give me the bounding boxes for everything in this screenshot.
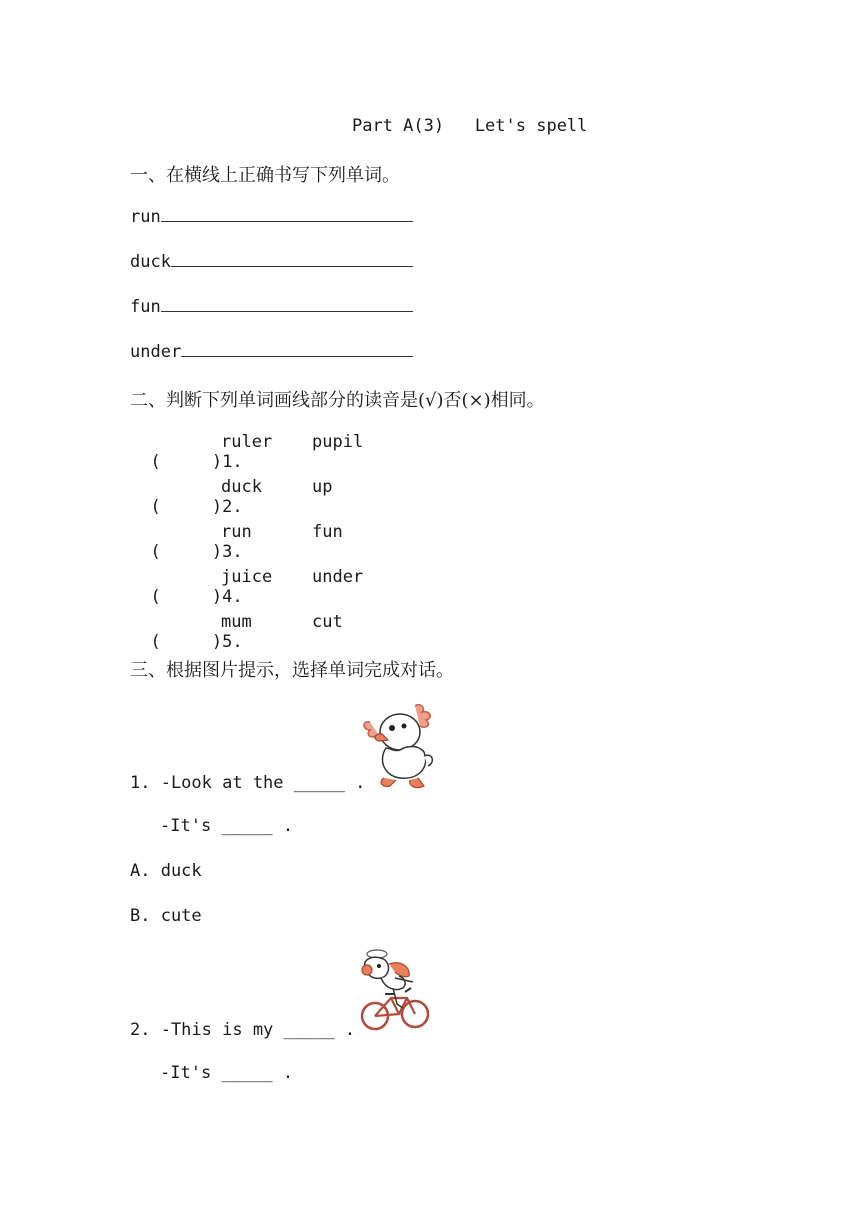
word-run: run — [130, 207, 161, 227]
word-b: pupil — [312, 432, 364, 452]
q2-line1: 2. -This is my _____ . — [130, 1020, 356, 1040]
q1-line2: -It's _____ . — [160, 816, 294, 836]
section2-heading: 二、判断下列单词画线部分的读音是(√)否(×)相同。 — [130, 390, 545, 411]
word-fun: fun — [130, 297, 161, 317]
q1-option-a: A. duck — [130, 861, 202, 881]
word-b: under — [312, 567, 364, 587]
q2-line2: -It's _____ . — [160, 1063, 294, 1083]
word-line-under — [130, 342, 413, 362]
word-b: cut — [312, 612, 343, 632]
word-line-run — [130, 207, 413, 227]
word-duck: duck — [130, 252, 171, 272]
answer-paren: ( ) — [150, 542, 223, 562]
word-a: mum — [221, 612, 252, 632]
q1-line1: 1. -Look at the _____ . — [130, 773, 366, 793]
item-number: 5. — [222, 632, 243, 652]
q1-option-b: B. cute — [130, 906, 202, 926]
answer-paren: ( ) — [150, 632, 223, 652]
word-b: up — [312, 477, 333, 497]
word-line-duck — [130, 252, 413, 272]
word-a: duck — [221, 477, 262, 497]
item-number: 3. — [222, 542, 243, 562]
answer-paren: ( ) — [150, 452, 223, 472]
section1-heading: 一、在横线上正确书写下列单词。 — [130, 165, 400, 186]
answer-paren: ( ) — [150, 497, 223, 517]
writing-line — [181, 342, 413, 357]
word-under: under — [130, 342, 182, 362]
section3-heading: 三、根据图片提示，选择单词完成对话。 — [130, 660, 454, 681]
item-number: 2. — [222, 497, 243, 517]
word-a: juice — [221, 567, 273, 587]
dog-riding-bike-illustration-icon — [355, 948, 435, 1036]
answer-paren: ( ) — [150, 587, 223, 607]
writing-line — [171, 252, 413, 267]
word-a: ruler — [221, 432, 273, 452]
duck-illustration-icon — [360, 700, 440, 792]
writing-line — [161, 297, 413, 312]
word-a: run — [221, 522, 252, 542]
writing-line — [161, 207, 413, 222]
word-line-fun — [130, 297, 413, 317]
word-b: fun — [312, 522, 343, 542]
item-number: 4. — [222, 587, 243, 607]
page-title: Part A(3) Let's spell — [352, 116, 588, 136]
item-number: 1. — [222, 452, 243, 472]
